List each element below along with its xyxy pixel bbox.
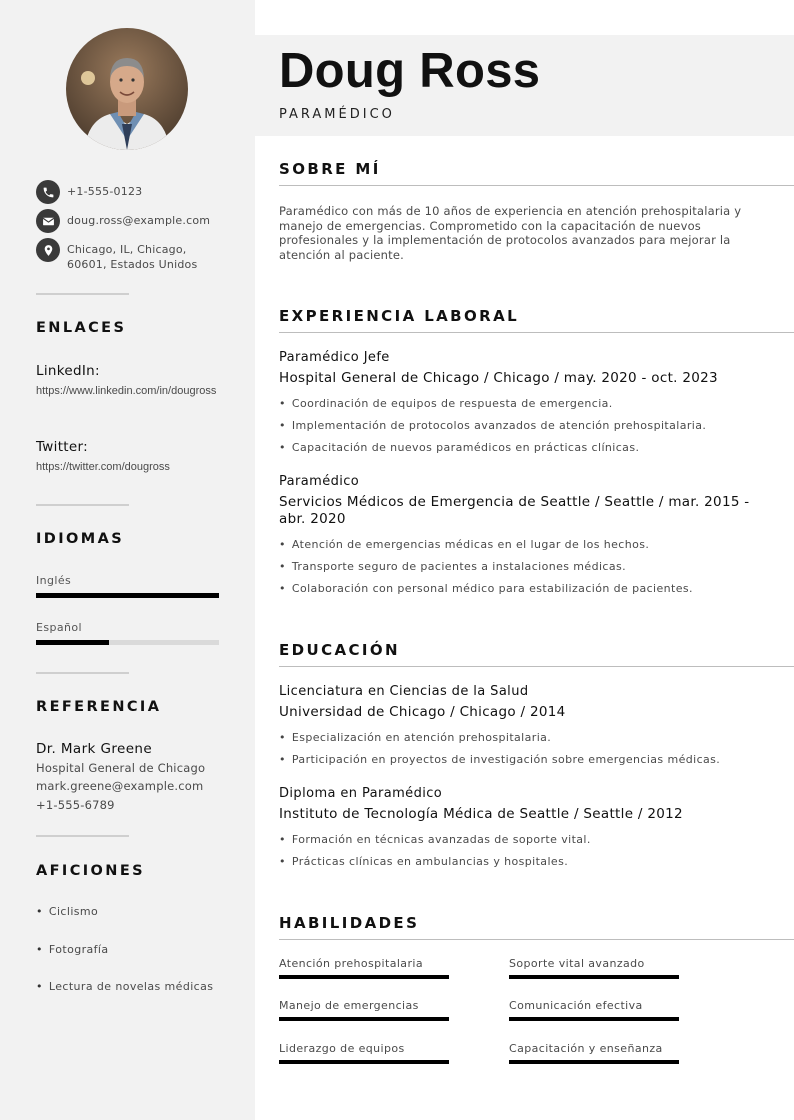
job-bullet: • Coordinación de equipos de respuesta de emergencia. xyxy=(279,397,613,410)
skill-level-fill xyxy=(279,1017,449,1021)
skill-level-bar xyxy=(509,1060,679,1064)
linkedin-label: LinkedIn: xyxy=(36,363,100,379)
sidebar-divider xyxy=(36,504,129,506)
contact-phone xyxy=(36,180,222,204)
sidebar-divider xyxy=(36,835,129,837)
skill-name: Liderazgo de equipos xyxy=(279,1042,405,1055)
envelope-icon xyxy=(36,209,60,233)
section-rule xyxy=(279,939,794,940)
job-bullet: • Atención de emergencias médicas en el lugar de los hechos. xyxy=(279,538,650,551)
skill-name: Manejo de emergencias xyxy=(279,999,419,1012)
twitter-link[interactable]: https://twitter.com/dougross xyxy=(36,461,170,473)
person-name: Doug Ross xyxy=(279,44,541,98)
contact-address xyxy=(36,238,222,272)
degree-title: Licenciatura en Ciencias de la Salud xyxy=(279,684,529,699)
degree-bullet-text: Prácticas clínicas en ambulancias y hospitales. xyxy=(291,855,569,868)
degree-title: Diploma en Paramédico xyxy=(279,786,443,801)
hobby-item: • Lectura de novelas médicas xyxy=(36,980,214,993)
language-name: Español xyxy=(36,621,82,634)
reference-name: Dr. Mark Greene xyxy=(36,741,153,757)
degree-bullet: • Especialización en atención prehospitalaria. xyxy=(279,731,552,744)
reference-email[interactable]: mark.greene@example.com xyxy=(36,779,204,793)
phone-icon xyxy=(36,180,60,204)
sidebar xyxy=(0,0,255,1120)
degree-bullet-text: Formación en técnicas avanzadas de soporte vital. xyxy=(291,833,591,846)
job-bullet: • Transporte seguro de pacientes a instalaciones médicas. xyxy=(279,560,627,573)
degree-detail: Instituto de Tecnología Médica de Seattle / Seattle / 2012 xyxy=(279,806,683,822)
degree-detail: Universidad de Chicago / Chicago / 2014 xyxy=(279,704,566,720)
job-title: PARAMÉDICO xyxy=(279,107,395,122)
hobby-item: • Fotografía xyxy=(36,943,109,956)
job-role: Paramédico Jefe xyxy=(279,350,390,365)
skill-name: Comunicación efectiva xyxy=(509,999,643,1012)
degree-bullet-text: Participación en proyectos de investigación sobre emergencias médicas. xyxy=(291,753,721,766)
skill-level-fill xyxy=(279,1060,449,1064)
reference-organization: Hospital General de Chicago xyxy=(36,761,206,775)
hobby-label: Lectura de novelas médicas xyxy=(48,980,214,993)
job-bullet: • Colaboración con personal médico para estabilización de pacientes. xyxy=(279,582,693,595)
skill-name: Soporte vital avanzado xyxy=(509,957,645,970)
twitter-label: Twitter: xyxy=(36,439,88,455)
profile-photo xyxy=(66,28,188,150)
section-rule xyxy=(279,332,794,333)
hobby-label: Fotografía xyxy=(48,943,109,956)
language-level-bar xyxy=(36,640,219,645)
languages-heading: IDIOMAS xyxy=(36,531,125,547)
contact-email[interactable] xyxy=(36,209,222,233)
job-detail: Hospital General de Chicago / Chicago / may. 2020 - oct. 2023 xyxy=(279,370,718,386)
contact-email-text[interactable]: doug.ross@example.com xyxy=(67,214,211,227)
contact-address-text xyxy=(67,238,222,272)
experience-heading: EXPERIENCIA LABORAL xyxy=(279,307,520,325)
job-bullet-text: Atención de emergencias médicas en el lugar de los hechos. xyxy=(291,538,650,551)
contact-phone-text: +1-555-0123 xyxy=(67,185,143,198)
job-role: Paramédico xyxy=(279,474,360,489)
skill-level-fill xyxy=(279,975,449,979)
reference-heading: REFERENCIA xyxy=(36,699,162,715)
degree-bullet-text: Especialización en atención prehospitalaria. xyxy=(291,731,552,744)
language-level-fill xyxy=(36,640,109,645)
skill-level-bar xyxy=(279,975,449,979)
sidebar-divider xyxy=(36,293,129,295)
job-bullet-text: Coordinación de equipos de respuesta de emergencia. xyxy=(291,397,613,410)
skill-level-bar xyxy=(509,1017,679,1021)
reference-phone: +1-555-6789 xyxy=(36,798,115,812)
skill-level-fill xyxy=(509,975,679,979)
job-bullet: • Capacitación de nuevos paramédicos en prácticas clínicas. xyxy=(279,441,640,454)
about-heading: SOBRE MÍ xyxy=(279,160,381,178)
section-rule xyxy=(279,666,794,667)
skill-level-bar xyxy=(509,975,679,979)
address-line-2: 60601, Estados Unidos xyxy=(67,258,198,271)
job-bullet-text: Transporte seguro de pacientes a instalaciones médicas. xyxy=(291,560,627,573)
job-bullet-text: Colaboración con personal médico para estabilización de pacientes. xyxy=(291,582,693,595)
sidebar-divider xyxy=(36,672,129,674)
skill-level-fill xyxy=(509,1017,679,1021)
skill-name: Atención prehospitalaria xyxy=(279,957,423,970)
job-detail: Servicios Médicos de Emergencia de Seattle / Seattle / mar. 2015 - abr. 2020 xyxy=(279,494,750,527)
job-bullet: • Implementación de protocolos avanzados de atención prehospitalaria. xyxy=(279,419,707,432)
address-line-1: Chicago, IL, Chicago, xyxy=(67,243,187,256)
degree-bullet: • Formación en técnicas avanzadas de soporte vital. xyxy=(279,833,591,846)
job-bullet-text: Implementación de protocolos avanzados de atención prehospitalaria. xyxy=(291,419,707,432)
language-level-fill xyxy=(36,593,219,598)
map-pin-icon xyxy=(36,238,60,262)
hobby-item: • Ciclismo xyxy=(36,905,99,918)
language-name: Inglés xyxy=(36,574,72,587)
education-heading: EDUCACIÓN xyxy=(279,641,400,659)
skill-level-fill xyxy=(509,1060,679,1064)
header-band xyxy=(255,35,794,136)
links-heading: ENLACES xyxy=(36,320,127,336)
skill-name: Capacitación y enseñanza xyxy=(509,1042,663,1055)
main-content xyxy=(255,0,794,1120)
hobbies-heading: AFICIONES xyxy=(36,863,145,879)
degree-bullet: • Prácticas clínicas en ambulancias y hospitales. xyxy=(279,855,569,868)
section-rule xyxy=(279,185,794,186)
skill-level-bar xyxy=(279,1017,449,1021)
language-level-bar xyxy=(36,593,219,598)
degree-bullet: • Participación en proyectos de investigación sobre emergencias médicas. xyxy=(279,753,721,766)
skill-level-bar xyxy=(279,1060,449,1064)
hobby-label: Ciclismo xyxy=(48,905,99,918)
skills-heading: HABILIDADES xyxy=(279,914,420,932)
about-text: Paramédico con más de 10 años de experiencia en atención prehospitalaria y manejo de emergencias. Comprometido con la capacitación de nuevos profesionales y la implementación de protocolos avanzados para mejorar la atención al paciente. xyxy=(279,204,742,262)
job-bullet-text: Capacitación de nuevos paramédicos en prácticas clínicas. xyxy=(291,441,640,454)
linkedin-link[interactable]: https://www.linkedin.com/in/dougross xyxy=(36,385,217,397)
